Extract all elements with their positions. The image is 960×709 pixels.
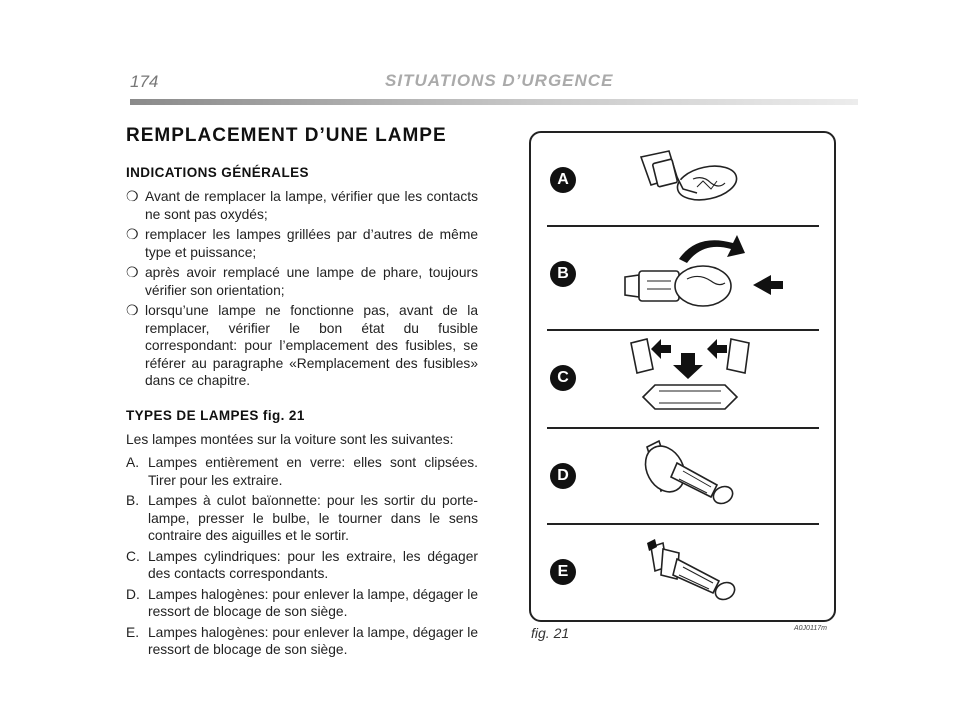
bullet-icon: ❍ [126, 264, 139, 280]
list-item: D. Lampes halogènes: pour enlever la lampe, dégager le ressort de blocage de son siège. [126, 586, 478, 619]
page-number: 174 [130, 72, 159, 91]
figure-separator [547, 225, 819, 227]
bayonet-lamp-icon [607, 231, 787, 321]
figure-separator [547, 427, 819, 429]
text-column [126, 125, 478, 662]
label-c: C [550, 365, 576, 391]
figure-row-e [547, 529, 819, 617]
festoon-lamp-icon [607, 335, 787, 425]
figure-row-c [547, 335, 819, 423]
header-rule [130, 99, 858, 105]
label-b: B [550, 261, 576, 287]
label-a: A [550, 167, 576, 193]
label-e: E [550, 559, 576, 585]
glass-lamp-icon [607, 137, 757, 223]
figure-code: A0J0117m [794, 625, 827, 632]
bullet-icon: ❍ [126, 188, 139, 204]
list-item: E. Lampes halogènes: pour enlever la lampe, dégager le ressort de blocage de son siège. [126, 624, 478, 657]
bullet-icon: ❍ [126, 226, 139, 242]
figure-caption: fig. 21 [531, 625, 570, 641]
general-list [126, 188, 478, 390]
figure-separator [547, 329, 819, 331]
label-d: D [550, 463, 576, 489]
halogen-lamp-e-icon [607, 529, 767, 617]
list-item: ❍ remplacer les lampes grillées par d’autres de même type et puissance; [126, 226, 478, 260]
list-item: A. Lampes entièrement en verre: elles sont clipsées. Tirer pour les extraire. [126, 455, 478, 488]
halogen-lamp-d-icon [607, 433, 767, 521]
list-item: B. Lampes à culot baïonnette: pour les sortir du porte-lampe, presser le bulbe, le tourner dans le sens contraire des aiguilles et le sortir. [126, 493, 478, 543]
list-item: ❍ Avant de remplacer la lampe, vérifier que les contacts ne sont pas oxydés; [126, 188, 478, 222]
figure-row-a [547, 137, 819, 225]
list-item: ❍ lorsqu’une lampe ne fonctionne pas, avant de la remplacer, vérifier le bon état du fusible correspondant: pour l’emplacement des fusibles, se référer au paragraphe «Remplacement des fusibles» dans ce chapitre. [126, 302, 478, 388]
list-item: ❍ après avoir remplacé une lampe de phare, toujours vérifier son orientation; [126, 264, 478, 298]
page-title: REMPLACEMENT D’UNE LAMPE [126, 125, 447, 146]
figure-row-b [547, 231, 819, 319]
figure-separator [547, 523, 819, 525]
figure-row-d [547, 433, 819, 521]
types-heading: TYPES DE LAMPES fig. 21 [126, 407, 305, 423]
types-intro: Les lampes montées sur la voiture sont les suivantes: [126, 431, 454, 447]
section-title: SITUATIONS D’URGENCE [385, 71, 614, 90]
general-heading: INDICATIONS GÉNÉRALES [126, 165, 309, 180]
bullet-icon: ❍ [126, 302, 139, 318]
types-list [126, 454, 478, 659]
lamp-figure [529, 131, 836, 622]
list-item: C. Lampes cylindriques: pour les extraire, les dégager des contacts correspondants. [126, 548, 478, 581]
page-header [130, 68, 858, 108]
